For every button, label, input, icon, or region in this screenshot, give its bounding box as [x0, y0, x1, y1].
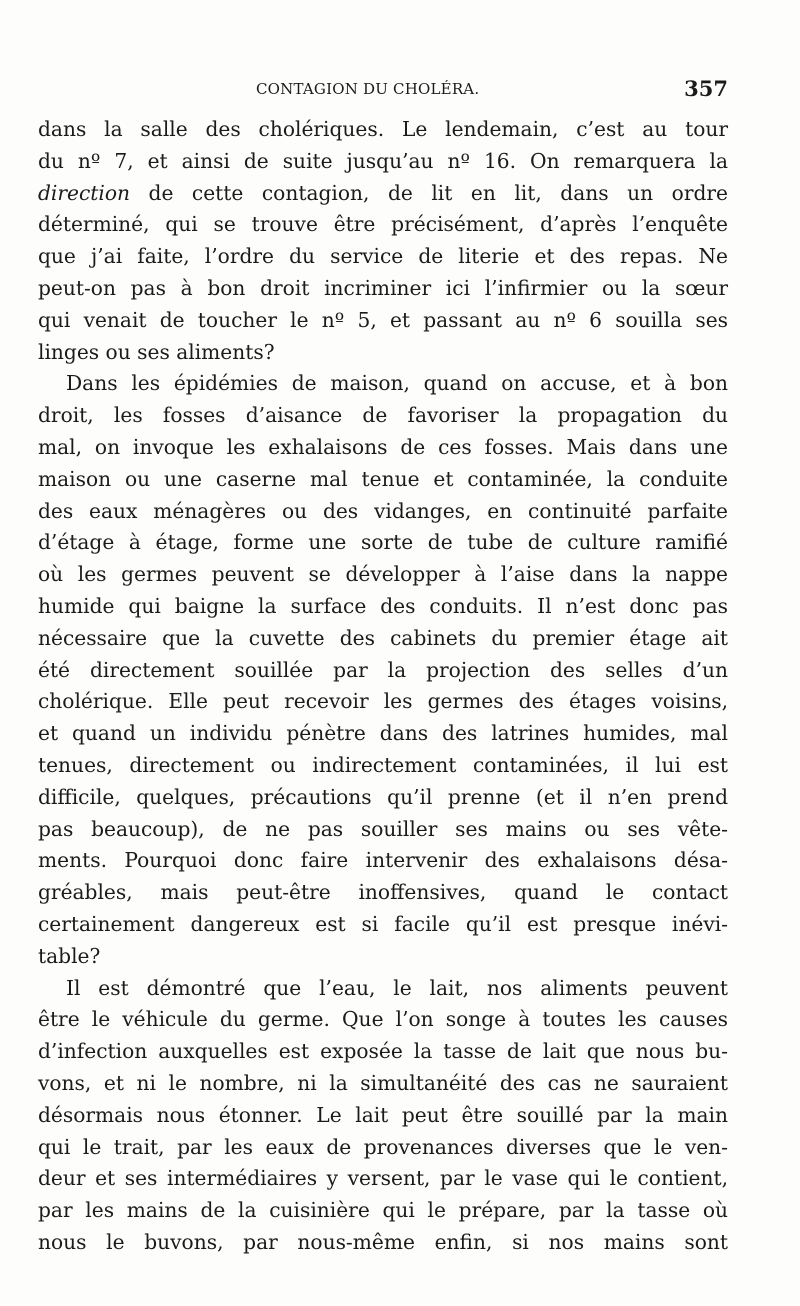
text-line: maison ou une caserne mal tenue et contaminée, la conduite	[38, 466, 728, 491]
text-line: nous le buvons, par nous-même enfin, si nos mains sont	[38, 1229, 728, 1254]
text-line: droit, les fosses d’aisance de favoriser la propagation du	[38, 403, 728, 428]
page-number: 357	[684, 76, 728, 101]
text-line: mal, on invoque les exhalaisons de ces fosses. Mais dans une	[38, 434, 728, 459]
body-text	[38, 114, 728, 1259]
text-line: dans la salle des cholériques. Le lendemain, c’est au tour	[38, 117, 728, 141]
text-line: déterminé, qui se trouve être précisément, d’après l’enquête	[38, 212, 728, 237]
italic-word: direction	[38, 180, 131, 205]
text-line: par les mains de la cuisinière qui le prépare, par la tasse où	[38, 1198, 728, 1223]
text-line: table?	[38, 943, 101, 968]
text-line: qui le trait, par les eaux de provenances diverses que le ven-	[38, 1134, 728, 1159]
text-line: Dans les épidémies de maison, quand on accuse, et à bon	[66, 371, 728, 396]
text-line: deur et ses intermédiaires y versent, par le vase qui le contient,	[38, 1166, 728, 1191]
text-line: du nº 7, et ainsi de suite jusqu’au nº 16. On remarquera la	[38, 148, 728, 173]
text-line: d’infection auxquelles est exposée la tasse de lait que nous bu-	[38, 1039, 728, 1064]
text-line: certainement dangereux est si facile qu’il est presque inévi-	[38, 911, 728, 936]
text-line: Il est démontré que l’eau, le lait, nos aliments peuvent	[66, 975, 728, 1000]
text-line: peut-on pas à bon droit incriminer ici l’infirmier ou la sœur	[38, 275, 728, 300]
text-line: gréables, mais peut-être inoffensives, quand le contact	[38, 880, 728, 905]
text-line: été directement souillée par la projection des selles d’un	[38, 657, 728, 682]
text-line: difficile, quelques, précautions qu’il prenne (et il n’en prend	[38, 784, 728, 809]
text-line: être le véhicule du germe. Que l’on songe à toutes les causes	[38, 1007, 728, 1032]
text-line: d’étage à étage, forme une sorte de tube de culture ramifié	[38, 530, 728, 555]
text-line: direction de cette contagion, de lit en lit, dans un ordre	[38, 180, 728, 205]
text-line: désormais nous étonner. Le lait peut être souillé par la main	[38, 1102, 728, 1127]
text-line: que j’ai faite, l’ordre du service de literie et des repas. Ne	[38, 244, 728, 269]
page-header	[40, 76, 728, 106]
text-line: nécessaire que la cuvette des cabinets du premier étage ait	[38, 625, 728, 650]
text-line: vons, et ni le nombre, ni la simultanéité des cas ne sauraient	[38, 1070, 728, 1095]
text-line: et quand un individu pénètre dans des latrines humides, mal	[38, 721, 728, 746]
text-line: cholérique. Elle peut recevoir les germes des étages voisins,	[38, 689, 728, 714]
text-line: ments. Pourquoi donc faire intervenir des exhalaisons désa-	[38, 848, 728, 873]
text-line: linges ou ses aliments?	[38, 339, 275, 364]
text-line: où les germes peuvent se développer à l’aise dans la nappe	[38, 562, 728, 587]
text-line: pas beaucoup), de ne pas souiller ses mains ou ses vête-	[38, 816, 728, 841]
running-head: CONTAGION DU CHOLÉRA.	[256, 80, 480, 98]
text-line: qui venait de toucher le nº 5, et passant au nº 6 souilla ses	[38, 307, 728, 332]
text-line: tenues, directement ou indirectement contaminées, il lui est	[38, 752, 728, 777]
text-line: humide qui baigne la surface des conduits. Il n’est donc pas	[38, 593, 728, 618]
text-line: des eaux ménagères ou des vidanges, en continuité parfaite	[38, 498, 728, 523]
